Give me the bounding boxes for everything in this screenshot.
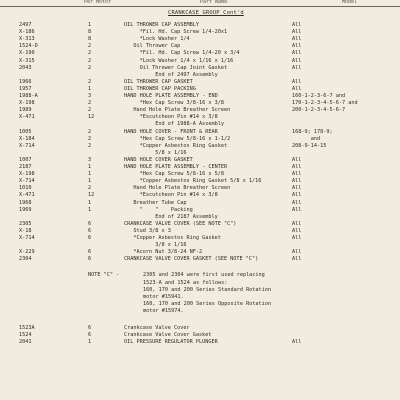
column-header	[0, 0, 400, 7]
part-description: HAND HOLE COVER - FRONT & REAR	[124, 128, 218, 135]
model-applicability: All	[292, 57, 302, 64]
quantity: 6	[88, 332, 92, 339]
part-number: X-313	[19, 36, 35, 43]
table-row	[0, 221, 400, 228]
model-applicability: All	[292, 192, 302, 199]
part-description: Stud 3/8 x 3	[124, 227, 171, 234]
table-row	[0, 129, 400, 136]
table-row	[0, 228, 400, 235]
model-applicability: All	[292, 199, 302, 206]
model-applicability: 200-1-2-3-4-5-6-7	[292, 107, 346, 114]
header-qty: Per Motor	[84, 0, 112, 5]
model-applicability: All	[292, 43, 302, 50]
part-description: Crankcase Valve Cover Gasket	[124, 332, 212, 339]
part-number: 1957	[19, 85, 32, 92]
quantity: 1	[88, 171, 92, 178]
quantity: 3	[88, 156, 92, 163]
part-description: 3/8 x 1/16	[124, 242, 187, 249]
part-description: *Escutcheon Pin #14 x 3/8	[124, 192, 218, 199]
part-description: *Escutcheon Pin #14 x 3/8	[124, 114, 218, 121]
table-row	[0, 207, 400, 214]
part-number: X-198	[19, 100, 35, 107]
model-applicability: All	[292, 256, 302, 263]
model-applicability: All	[292, 178, 302, 185]
part-number: X-315	[19, 57, 35, 64]
quantity: 2	[88, 185, 92, 192]
table-row	[0, 72, 400, 79]
table-row	[0, 22, 400, 29]
quantity: 6	[88, 227, 92, 234]
table-row	[0, 164, 400, 171]
part-description: Crankcase Valve Cover	[124, 325, 190, 331]
part-number: X-714	[19, 178, 35, 185]
part-number: 1966	[19, 78, 32, 85]
note-line: 1523-A and 1524 as follows:	[143, 279, 228, 286]
part-number: 1968	[19, 199, 32, 206]
header-model: Model	[342, 0, 358, 5]
quantity: 6	[88, 220, 92, 227]
part-number: X-184	[19, 135, 35, 142]
table-row	[0, 65, 400, 72]
note-line: 2305 and 2304 were first used replacing	[143, 272, 265, 279]
quantity: 6	[88, 249, 92, 256]
part-number: 1010	[19, 185, 32, 192]
part-description: OIL THROWER CAP PACKING	[124, 85, 196, 92]
part-description: Hand Hole Plate Breather Screen	[124, 107, 231, 114]
table-row	[0, 200, 400, 207]
part-description: *Fil. Hd. Cap Screw 1/4-20x1	[124, 29, 228, 36]
part-description: OIL THROWER CAP ASSEMBLY	[124, 22, 199, 28]
part-description: HAND HOLE PLATE ASSEMBLY - CENTER	[124, 164, 228, 170]
model-applicability: All	[292, 227, 302, 234]
part-description: *Fil. Hd. Cap Screw 1/4-20 x 3/4	[124, 50, 240, 57]
table-row	[0, 171, 400, 178]
quantity: 12	[88, 192, 95, 199]
table-row	[0, 332, 400, 339]
note-line: 160, 170 and 200 Series Standard Rotation	[143, 286, 272, 293]
header-part-name: Part Name	[200, 0, 228, 5]
part-number: 2043	[19, 64, 32, 71]
part-number: 2041	[19, 339, 32, 346]
part-number: X-471	[19, 192, 35, 199]
table-row	[0, 114, 400, 121]
model-applicability: All	[292, 339, 302, 346]
model-applicability: All	[292, 85, 302, 92]
part-description: *Acorn Nut 3/8-24 NF-2	[124, 249, 203, 256]
table-row	[0, 249, 400, 256]
table-row	[0, 325, 400, 332]
table-row	[0, 214, 400, 221]
table-row	[0, 58, 400, 65]
quantity: 6	[88, 325, 92, 331]
quantity: 6	[88, 256, 92, 263]
table-row	[0, 157, 400, 164]
quantity: 3	[88, 93, 92, 99]
part-description: *Copper Asbestos Ring Gasket 5/8 x 1/16	[124, 178, 262, 185]
model-applicability: 208-9-14-15	[292, 142, 327, 149]
quantity: 2	[88, 135, 92, 142]
part-description: OIL THROWER CAP GASKET	[124, 78, 193, 85]
quantity: 2	[88, 64, 92, 71]
part-number: X-18	[19, 227, 32, 234]
part-number: 1524	[19, 332, 32, 339]
model-applicability: 160-1-2-3-6-7 and	[292, 93, 346, 99]
model-applicability: 168-9; 178-9;	[292, 128, 333, 135]
table-row	[0, 107, 400, 114]
table-row	[0, 100, 400, 107]
table-row	[0, 93, 400, 100]
model-applicability: All	[292, 156, 302, 163]
model-applicability: All	[292, 171, 302, 178]
part-description: Oil Thrower Cap	[124, 43, 181, 50]
table-row	[0, 235, 400, 242]
part-description: *Hex Cap Screw 3/8-16 x 3/8	[124, 100, 224, 107]
table-row	[0, 86, 400, 93]
table-row	[0, 242, 400, 249]
model-applicability: All	[292, 220, 302, 227]
table-row	[0, 79, 400, 86]
part-number: 1007	[19, 156, 32, 163]
model-applicability: All	[292, 206, 302, 213]
table-row	[0, 256, 400, 263]
section-title: CRANKCASE GROUP Cont'd	[168, 10, 244, 16]
part-description: 5/8 x 1/16	[124, 149, 187, 156]
quantity: 2	[88, 107, 92, 114]
quantity: 8	[88, 36, 92, 43]
quantity: 1	[88, 339, 92, 346]
quantity: 1	[88, 22, 92, 28]
model-applicability: All	[292, 36, 302, 43]
quantity: 2	[88, 100, 92, 107]
model-applicability: All	[292, 235, 302, 241]
part-description: CRANKCASE VALVE COVER GASKET (SEE NOTE "C")	[124, 256, 259, 263]
model-applicability: All	[292, 50, 302, 57]
model-applicability: All	[292, 249, 302, 256]
part-description: OIL PRESSURE REGULATOR PLUNGER	[124, 339, 218, 346]
note-label: NOTE "C" -	[88, 272, 120, 279]
table-row	[0, 36, 400, 43]
quantity: 6	[88, 235, 92, 241]
part-description: *Lock Washer 1/4 x 1/16 x 1/16	[124, 57, 234, 64]
quantity: 2	[88, 128, 92, 135]
part-description: *Hex Cap Screw 5/8-16 x 5/8	[124, 171, 224, 178]
table-row	[0, 339, 400, 346]
part-description: " " Packing	[124, 206, 193, 213]
note-line: 160, 170 and 200 Series Opposite Rotation	[143, 300, 272, 307]
part-description: End of 1988-A Assembly	[124, 121, 224, 128]
note-line: motor #15974.	[143, 307, 184, 314]
part-description: *Lock Washer 1/4	[124, 36, 190, 43]
part-number: X-198	[19, 171, 35, 178]
quantity: 1	[88, 85, 92, 92]
model-applicability: All	[292, 164, 302, 170]
model-applicability: All	[292, 29, 302, 36]
table-row	[0, 192, 400, 199]
table-row	[0, 121, 400, 128]
part-number: X-714	[19, 142, 35, 149]
part-number: X-471	[19, 114, 35, 121]
part-number: 1969	[19, 206, 32, 213]
part-number: 1005	[19, 128, 32, 135]
part-number: 1524-D	[19, 43, 38, 50]
quantity: 8	[88, 29, 92, 36]
model-applicability: All	[292, 185, 302, 192]
model-applicability: 170-1-2-3-4-5-6-7 and	[292, 100, 358, 107]
part-number: 2305	[19, 220, 32, 227]
quantity: 12	[88, 114, 95, 121]
part-number: 2497	[19, 22, 32, 28]
table-row	[0, 29, 400, 36]
part-number: X-190	[19, 50, 35, 57]
quantity: 2	[88, 43, 92, 50]
part-number: 2304	[19, 256, 32, 263]
table-row	[0, 136, 400, 143]
table-row	[0, 178, 400, 185]
part-description: Breather Tube Cap	[124, 199, 187, 206]
note-line: motor #15941.	[143, 293, 184, 300]
part-description: HAND HOLE COVER GASKET	[124, 156, 193, 163]
quantity: 1	[88, 206, 92, 213]
model-applicability: All	[292, 22, 302, 28]
part-number: 1989	[19, 107, 32, 114]
model-applicability: and	[292, 135, 321, 142]
part-number: X-186	[19, 29, 35, 36]
part-description: CRANKCASE VALVE COVER (SEE NOTE "C")	[124, 220, 237, 227]
part-description: Hand Hole Plate Breather Screen	[124, 185, 231, 192]
quantity: 2	[88, 78, 92, 85]
quantity: 1	[88, 199, 92, 206]
table-row	[0, 150, 400, 157]
table-row	[0, 143, 400, 150]
part-description: *Copper Asbestos Ring Gasket	[124, 235, 221, 241]
table-row	[0, 50, 400, 57]
part-description: End of 2187 Assembly	[124, 213, 218, 220]
quantity: 1	[88, 164, 92, 170]
part-number: X-714	[19, 235, 35, 241]
quantity: 2	[88, 50, 92, 57]
model-applicability: All	[292, 64, 302, 71]
quantity: 2	[88, 57, 92, 64]
table-row	[0, 43, 400, 50]
part-description: Oil Thrower Cap Joint Gasket	[124, 64, 228, 71]
part-description: End of 2497 Assembly	[124, 71, 218, 78]
part-description: *Copper Asbestos Ring Gasket	[124, 142, 228, 149]
part-number: 1988-A	[19, 93, 38, 99]
quantity: 1	[88, 178, 92, 185]
part-number: X-229	[19, 249, 35, 256]
part-number: 1523A	[19, 325, 35, 331]
part-description: HAND HOLE PLATE ASSEMBLY - END	[124, 93, 218, 99]
table-row	[0, 185, 400, 192]
part-number: 2187	[19, 164, 32, 170]
quantity: 2	[88, 142, 92, 149]
model-applicability: All	[292, 78, 302, 85]
part-description: *Hex Cap Screw 5/8-16 x 1-1/2	[124, 135, 231, 142]
